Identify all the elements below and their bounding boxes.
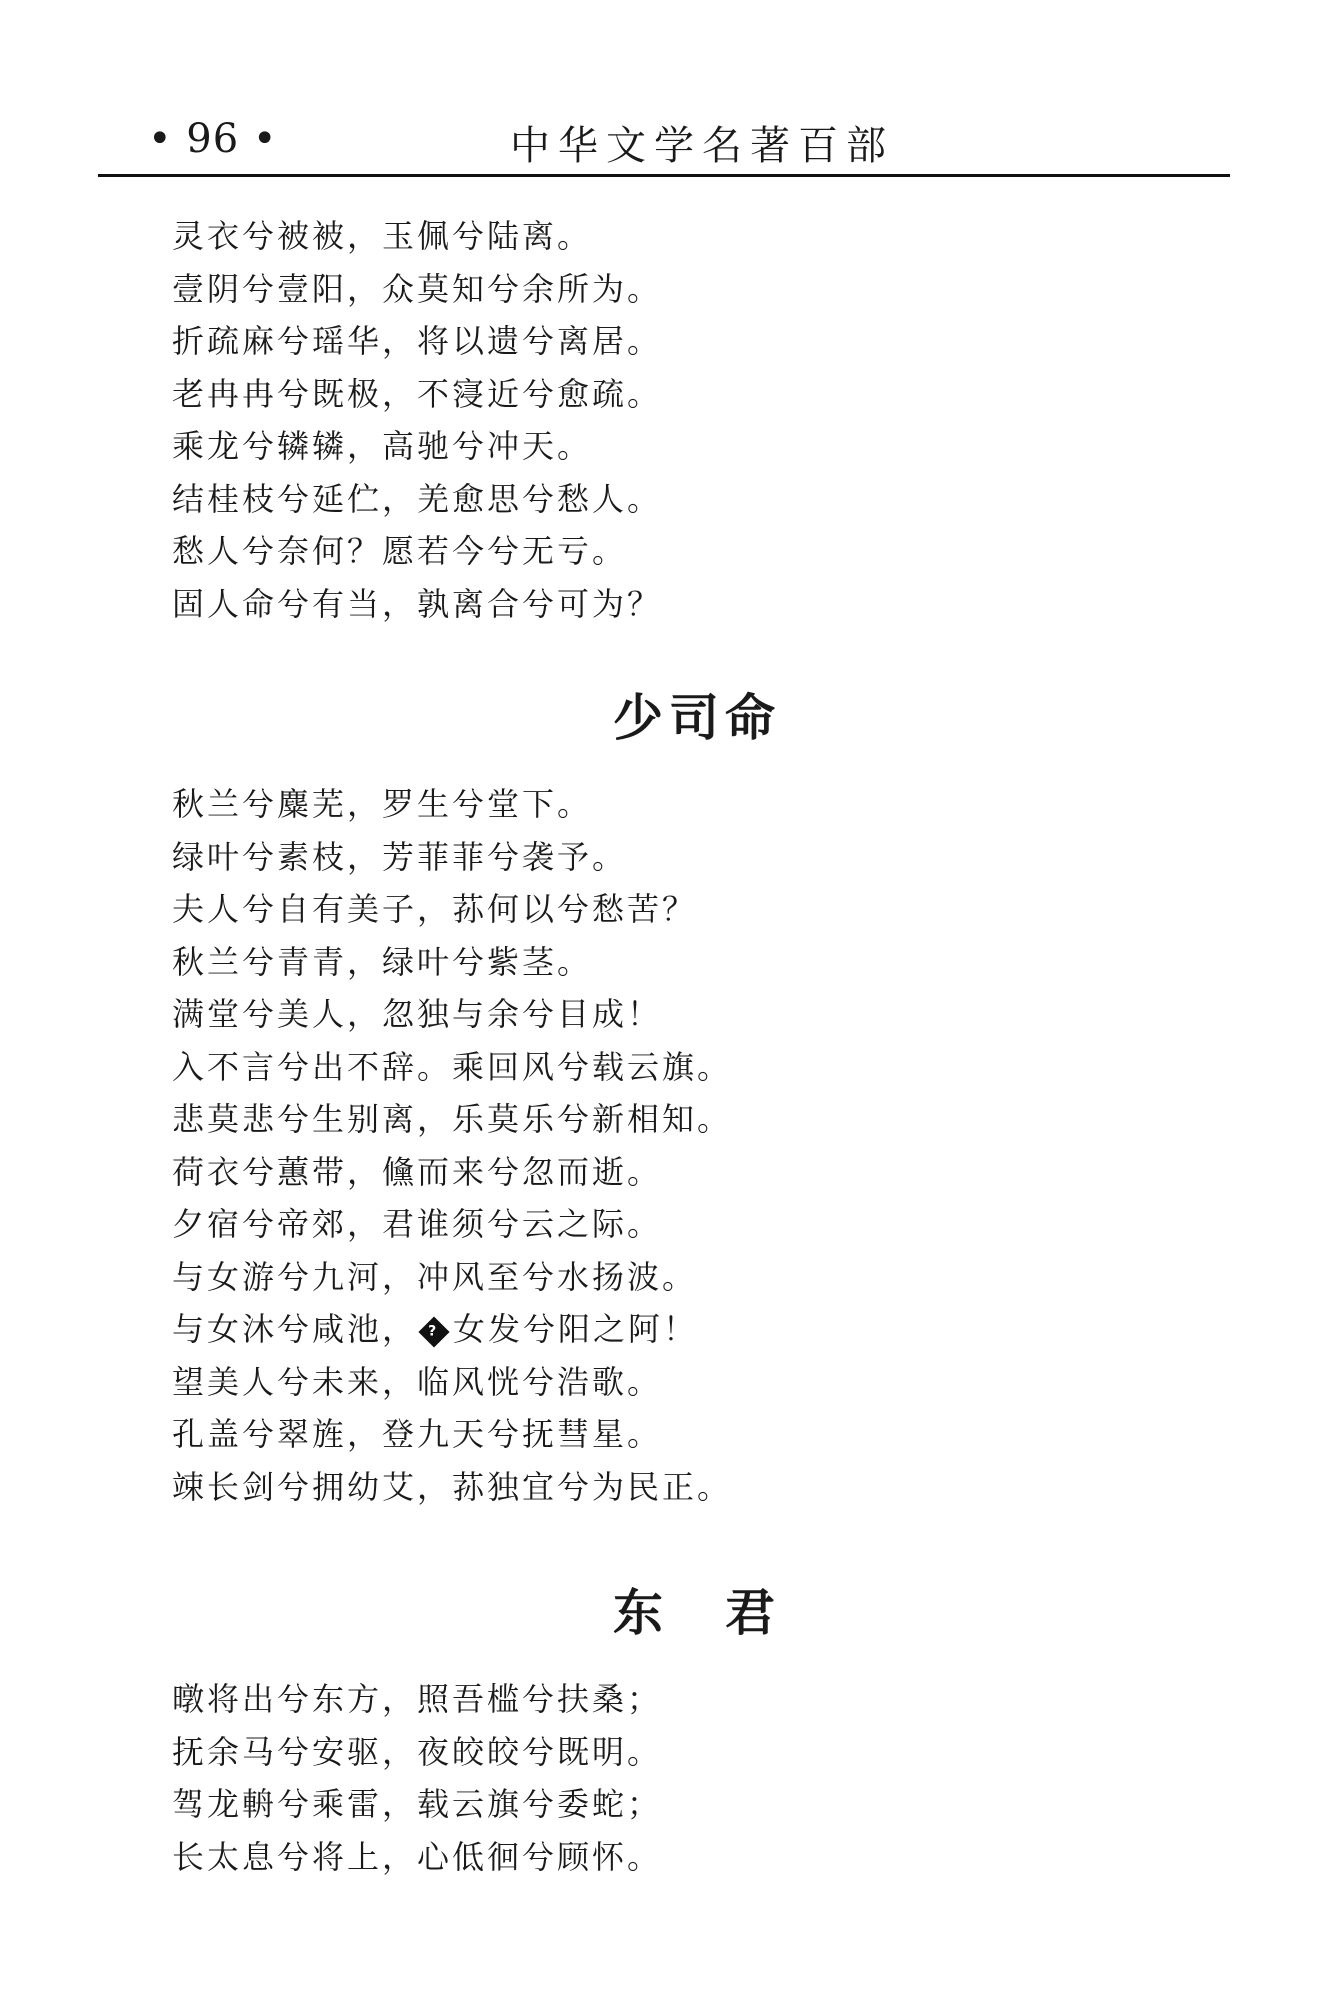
verse-line: 孔盖兮翠旌，登九天兮抚彗星。 — [172, 1415, 663, 1453]
page-header — [98, 100, 1230, 177]
verse-line: 折疏麻兮瑶华，将以遗兮离居。 — [172, 322, 663, 360]
verse-line: 秋兰兮麋芜，罗生兮堂下。 — [172, 785, 593, 823]
book-title: 中华文学名著百部 — [510, 123, 894, 169]
verse-line: 夕宿兮帝郊，君谁须兮云之际。 — [172, 1205, 663, 1243]
verse-line: 荷衣兮蕙带，儵而来兮忽而逝。 — [172, 1152, 663, 1191]
verse-line: 悲莫悲兮生别离，乐莫乐兮新相知。 — [172, 1100, 733, 1138]
verse-line: 与女游兮九河，冲风至兮水扬波。 — [172, 1257, 698, 1296]
verse-line: 秋兰兮青青，绿叶兮紫茎。 — [172, 942, 593, 981]
verse-line: 绿叶兮素枝，芳菲菲兮袭予。 — [172, 837, 628, 876]
verse-line: 望美人兮未来，临风恍兮浩歌。 — [172, 1362, 663, 1401]
verse-line-with-missing-glyph — [172, 1303, 1222, 1356]
verse-line: 抚余马兮安驱，夜皎皎兮既明。 — [172, 1732, 663, 1771]
verse-line: 乘龙兮辚辚，高驰兮冲天。 — [172, 427, 593, 465]
verse-line: 长太息兮将上，心低徊兮顾怀。 — [172, 1837, 663, 1876]
verse-line: 驾龙輈兮乘雷，载云旗兮委蛇； — [172, 1785, 663, 1823]
section-verse-dong-jun — [172, 1673, 1222, 1883]
verse-line: 愁人兮奈何？愿若今兮无亏。 — [172, 532, 628, 570]
intro-verse — [172, 210, 1222, 630]
section-title-dong-jun: 东 君 — [613, 1584, 781, 1642]
verse-line: 入不言兮出不辞。乘回风兮载云旗。 — [172, 1047, 733, 1086]
verse-line-part: 与女沐兮咸池， — [172, 1310, 418, 1348]
verse-line: 竦长剑兮拥幼艾，荪独宜兮为民正。 — [172, 1467, 733, 1506]
verse-line-part: 女发兮阳之阿！ — [453, 1310, 699, 1348]
page-content — [172, 210, 1222, 1883]
verse-line: 暾将出兮东方，照吾槛兮扶桑； — [172, 1680, 663, 1718]
missing-glyph-icon — [418, 1316, 449, 1347]
page-number: • 96 • — [148, 116, 278, 162]
verse-line: 结桂枝兮延伫，羌愈思兮愁人。 — [172, 479, 663, 518]
verse-line: 满堂兮美人，忽独与余兮目成！ — [172, 995, 663, 1033]
verse-line: 老冉冉兮既极，不寖近兮愈疏。 — [172, 374, 663, 413]
verse-line: 固人命兮有当，孰离合兮可为？ — [172, 584, 663, 623]
section-verse-shao-si-ming — [172, 778, 1222, 1513]
verse-line: 灵衣兮被被，玉佩兮陆离。 — [172, 217, 593, 255]
verse-line: 夫人兮自有美子，荪何以兮愁苦？ — [172, 890, 698, 928]
verse-line: 壹阴兮壹阳，众莫知兮余所为。 — [172, 269, 663, 308]
section-title-shao-si-ming: 少司命 — [613, 689, 781, 747]
missing-glyph-mark: ? — [428, 1323, 440, 1340]
